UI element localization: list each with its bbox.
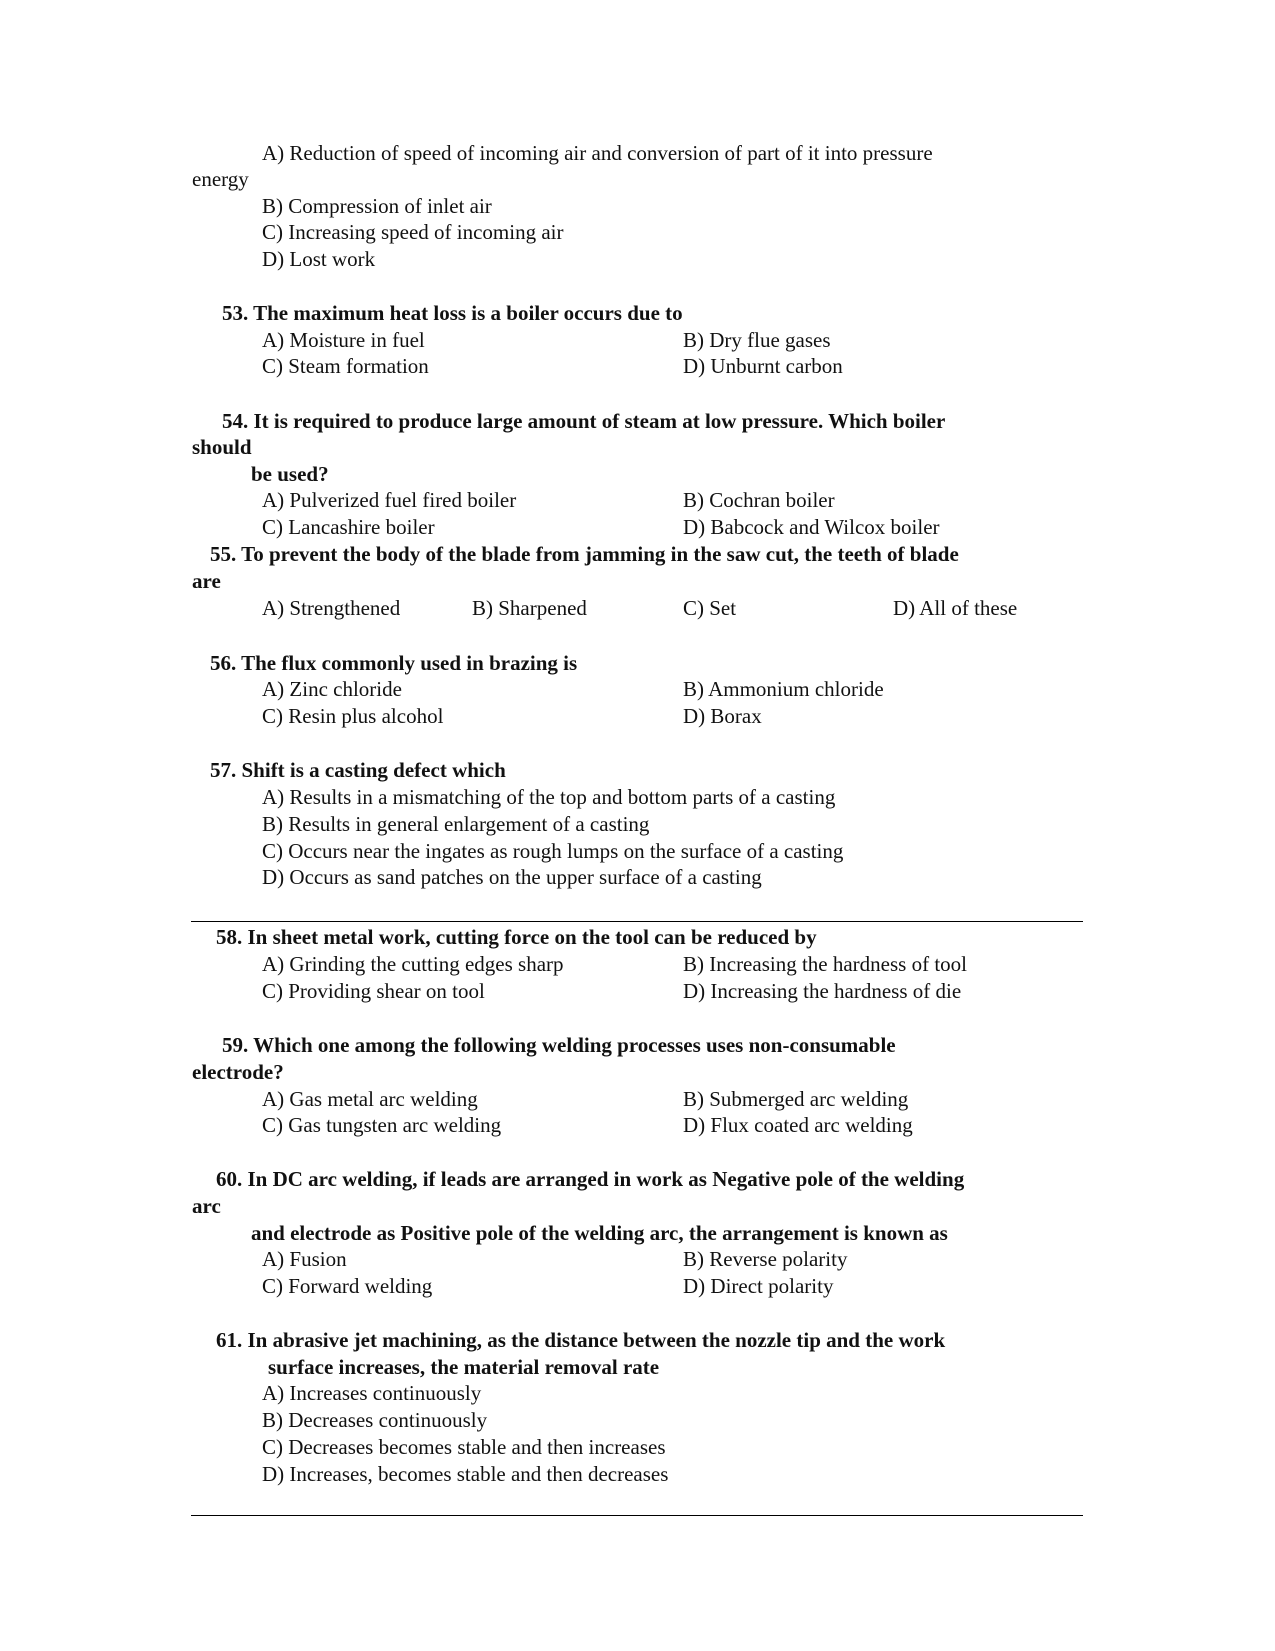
q60-option-a: A) Fusion bbox=[262, 1247, 347, 1271]
q54-question: 54. It is required to produce large amount of steam at low pressure. Which boiler bbox=[222, 409, 946, 433]
q52-option-a-cont: energy bbox=[192, 167, 249, 191]
q56-option-c: C) Resin plus alcohol bbox=[262, 704, 444, 728]
q54-option-d: D) Babcock and Wilcox boiler bbox=[683, 515, 940, 539]
q55-question-cont: are bbox=[192, 569, 221, 593]
q58-option-b: B) Increasing the hardness of tool bbox=[683, 952, 968, 976]
q54-option-b: B) Cochran boiler bbox=[683, 488, 835, 512]
q55-option-a: A) Strengthened bbox=[262, 596, 401, 620]
q59-option-a: A) Gas metal arc welding bbox=[262, 1087, 478, 1111]
q53-question: 53. The maximum heat loss is a boiler occurs due to bbox=[222, 301, 683, 325]
q52-option-a: A) Reduction of speed of incoming air and conversion of part of it into pressure bbox=[262, 141, 933, 165]
q56-option-d: D) Borax bbox=[683, 704, 762, 728]
q60-question: 60. In DC arc welding, if leads are arranged in work as Negative pole of the welding bbox=[216, 1167, 965, 1191]
q58-option-c: C) Providing shear on tool bbox=[262, 979, 485, 1003]
q59-option-c: C) Gas tungsten arc welding bbox=[262, 1113, 502, 1137]
q59-question: 59. Which one among the following welding processes uses non-consumable bbox=[222, 1033, 896, 1057]
q54-option-c: C) Lancashire boiler bbox=[262, 515, 435, 539]
q54-question-cont: should bbox=[192, 435, 252, 459]
q57-option-b: B) Results in general enlargement of a casting bbox=[262, 812, 650, 836]
q54-question-cont2: be used? bbox=[251, 462, 329, 486]
q53-option-a: A) Moisture in fuel bbox=[262, 328, 425, 352]
q53-option-b: B) Dry flue gases bbox=[683, 328, 831, 352]
q61-question: 61. In abrasive jet machining, as the distance between the nozzle tip and the work bbox=[216, 1328, 946, 1352]
q60-option-d: D) Direct polarity bbox=[683, 1274, 834, 1298]
q55-question: 55. To prevent the body of the blade from jamming in the saw cut, the teeth of blade bbox=[210, 542, 959, 566]
q60-question-cont: arc bbox=[192, 1194, 221, 1218]
q55-option-b: B) Sharpened bbox=[472, 596, 587, 620]
q57-option-a: A) Results in a mismatching of the top and bottom parts of a casting bbox=[262, 785, 836, 809]
q53-option-c: C) Steam formation bbox=[262, 354, 429, 378]
q57-option-d: D) Occurs as sand patches on the upper surface of a casting bbox=[262, 865, 762, 889]
q55-option-c: C) Set bbox=[683, 596, 737, 620]
section-divider bbox=[191, 921, 1083, 922]
q61-option-d: D) Increases, becomes stable and then decreases bbox=[262, 1462, 669, 1486]
q61-option-a: A) Increases continuously bbox=[262, 1381, 482, 1405]
q54-option-a: A) Pulverized fuel fired boiler bbox=[262, 488, 517, 512]
q57-option-c: C) Occurs near the ingates as rough lumps on the surface of a casting bbox=[262, 839, 844, 863]
q60-option-b: B) Reverse polarity bbox=[683, 1247, 848, 1271]
q55-option-d: D) All of these bbox=[893, 596, 1018, 620]
q58-question: 58. In sheet metal work, cutting force on the tool can be reduced by bbox=[216, 925, 817, 949]
q61-question-cont: surface increases, the material removal rate bbox=[268, 1355, 660, 1379]
q59-question-cont: electrode? bbox=[192, 1060, 284, 1084]
q58-option-d: D) Increasing the hardness of die bbox=[683, 979, 962, 1003]
q60-option-c: C) Forward welding bbox=[262, 1274, 433, 1298]
q56-option-b: B) Ammonium chloride bbox=[683, 677, 884, 701]
q52-option-b: B) Compression of inlet air bbox=[262, 194, 492, 218]
q59-option-d: D) Flux coated arc welding bbox=[683, 1113, 913, 1137]
q56-option-a: A) Zinc chloride bbox=[262, 677, 402, 701]
q61-option-b: B) Decreases continuously bbox=[262, 1408, 488, 1432]
q52-option-d: D) Lost work bbox=[262, 247, 376, 271]
q52-option-c: C) Increasing speed of incoming air bbox=[262, 220, 564, 244]
q61-option-c: C) Decreases becomes stable and then increases bbox=[262, 1435, 666, 1459]
q56-question: 56. The flux commonly used in brazing is bbox=[210, 651, 578, 675]
q60-question-cont2: and electrode as Positive pole of the welding arc, the arrangement is known as bbox=[251, 1221, 948, 1245]
q59-option-b: B) Submerged arc welding bbox=[683, 1087, 909, 1111]
q53-option-d: D) Unburnt carbon bbox=[683, 354, 843, 378]
page-bottom-divider bbox=[191, 1515, 1083, 1516]
q58-option-a: A) Grinding the cutting edges sharp bbox=[262, 952, 564, 976]
q57-question: 57. Shift is a casting defect which bbox=[210, 758, 506, 782]
